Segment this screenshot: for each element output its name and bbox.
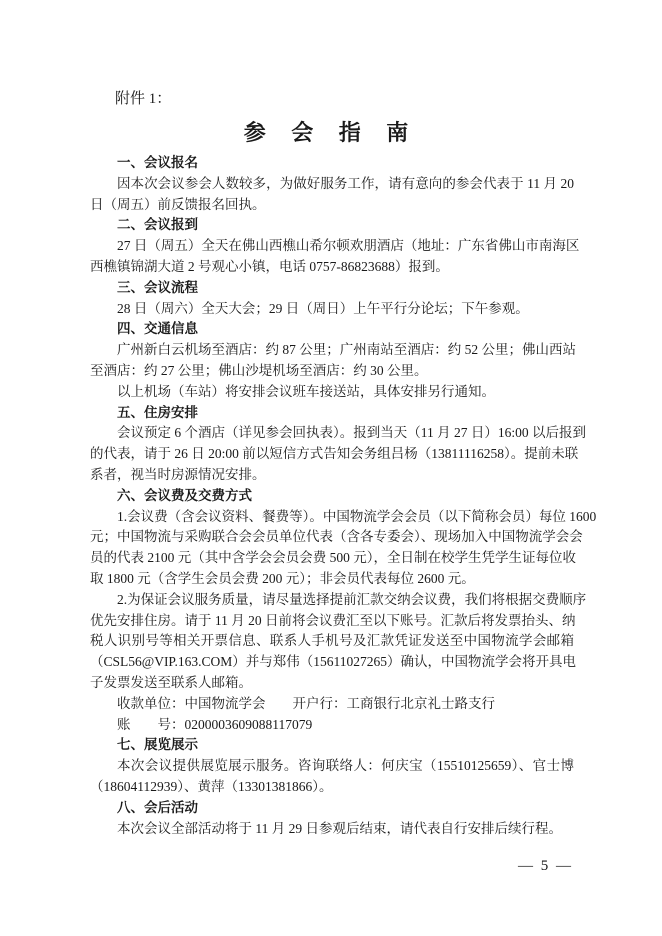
document-title: 参 会 指 南 xyxy=(243,120,419,145)
text-line: 员的代表 2100 元（其中含学会会员会费 500 元），全日制在校学生凭学生证每位收 xyxy=(90,550,576,566)
text-line: （CSL56@VIP.163.COM）并与郑伟（15611027265）确认，中国物流学会将开具电 xyxy=(90,654,576,670)
text-line: （18604112939）、黄萍（13301381866）。 xyxy=(90,778,333,794)
paragraph xyxy=(90,507,597,590)
paragraph xyxy=(90,715,574,736)
text-line: 系者，视当时房源情况安排。 xyxy=(90,466,266,482)
section-heading: 五、住房安排 xyxy=(117,404,198,420)
text-line: 元；中国物流与采购联合会会员单位代表（含各专委会）、现场加入中国物流学会会 xyxy=(90,529,583,545)
paragraph xyxy=(90,299,574,320)
section-heading: 一、会议报名 xyxy=(117,155,198,170)
text-line: 广州新白云机场至酒店：约 87 公里；广州南站至酒店：约 52 公里；佛山西站 xyxy=(117,342,576,358)
text-line: 西樵镇锦湖大道 2 号观心小镇，电话 0757-86823688）报到。 xyxy=(90,258,449,274)
attachment-label: 附件 1： xyxy=(115,91,172,107)
paragraph xyxy=(90,590,587,694)
text-line: 2.为保证会议服务质量，请尽量选择提前汇款交纳会议费，我们将根据交费顺序 xyxy=(117,591,587,607)
document-body xyxy=(90,153,597,839)
text-line: 本次会议全部活动将于 11 月 29 日参观后结束，请代表自行安排后续行程。 xyxy=(117,820,562,836)
section xyxy=(90,319,574,402)
text-line: 28 日（周六）全天大会；29 日（周日）上午平行分论坛；下午参观。 xyxy=(117,300,529,316)
section xyxy=(90,798,574,840)
text-line: 优先安排住房。请于 11 月 20 日前将会议费汇至以下账号。汇款后将发票抬头、纳 xyxy=(90,612,576,628)
section-heading: 七、展览展示 xyxy=(117,737,198,753)
text-line: 取 1800 元（含学生会员会费 200 元）；非会员代表每位 2600 元。 xyxy=(90,570,475,586)
section xyxy=(90,486,597,736)
text-line: 会议预定 6 个酒店（详见参会回执表）。报到当天（11 月 27 日）16:00 以后报到 xyxy=(117,425,586,441)
page-number: — 5 — xyxy=(518,858,573,874)
section xyxy=(90,735,574,797)
section-heading: 四、交通信息 xyxy=(117,321,198,337)
paragraph xyxy=(90,756,574,798)
text-line: 账 号：0200003609088117079 xyxy=(117,716,313,732)
text-line: 日（周五）前反馈报名回执。 xyxy=(90,196,266,212)
text-line: 税人识别号等相关开票信息、联系人手机号及汇款凭证发送至中国物流学会邮箱 xyxy=(90,633,574,649)
section xyxy=(90,403,586,486)
text-line: 以上机场（车站）将安排会议班车接送站，具体安排另行通知。 xyxy=(117,383,495,399)
paragraph xyxy=(90,819,574,840)
text-line: 本次会议提供展览展示服务。咨询联络人：何庆宝（15510125659）、官士博 xyxy=(117,758,574,774)
paragraph xyxy=(90,340,574,382)
text-line: 因本次会议参会人数较多，为做好服务工作，请有意向的参会代表于 11 月 20 xyxy=(117,175,574,191)
text-line: 的代表，请于 26 日 20:00 前以短信方式告知会务组吕杨（13811116258）。提前未联 xyxy=(90,446,579,462)
paragraph xyxy=(90,236,580,278)
section-heading: 六、会议费及交费方式 xyxy=(117,487,252,503)
text-line: 至酒店：约 27 公里；佛山沙堤机场至酒店：约 30 公里。 xyxy=(90,362,428,378)
text-line: 1.会议费（含会议资料、餐费等）。中国物流学会会员（以下简称会员）每位 1600 xyxy=(117,508,597,524)
text-line: 收款单位：中国物流学会 开户行：工商银行北京礼士路支行 xyxy=(117,695,495,711)
text-line: 27 日（周五）全天在佛山西樵山希尔顿欢朋酒店（地址：广东省佛山市南海区 xyxy=(117,238,580,254)
section xyxy=(90,278,574,320)
text-line: 子发票发送至联系人邮箱。 xyxy=(90,674,252,690)
section-heading: 三、会议流程 xyxy=(117,279,198,295)
paragraph xyxy=(90,423,586,485)
paragraph xyxy=(90,694,574,715)
section xyxy=(90,215,580,277)
paragraph xyxy=(90,174,574,216)
paragraph xyxy=(90,382,574,403)
section-heading: 二、会议报到 xyxy=(117,217,198,233)
section-heading: 八、会后活动 xyxy=(117,799,198,815)
section xyxy=(90,153,574,215)
